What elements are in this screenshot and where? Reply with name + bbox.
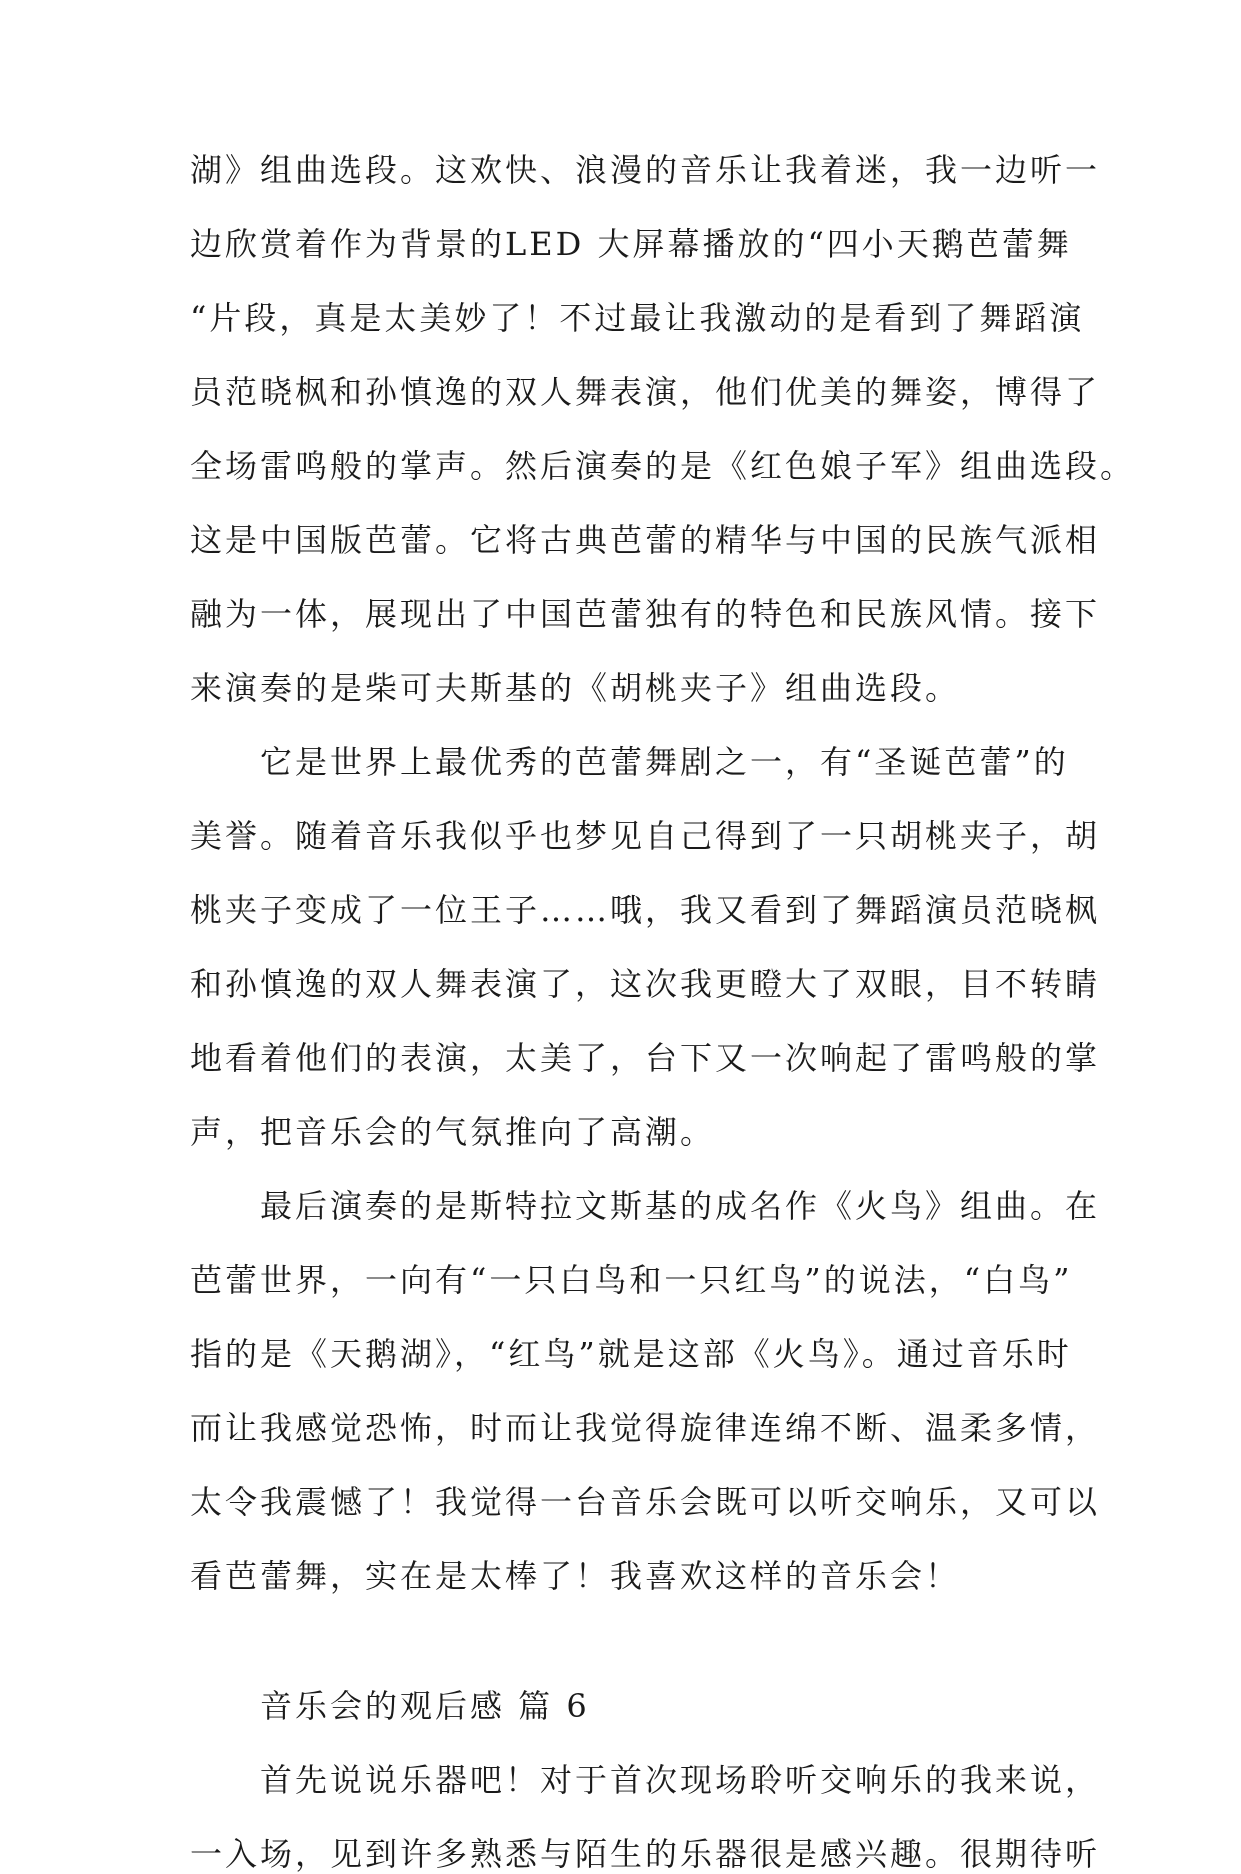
text-line: “片段，真是太美妙了！不过最让我激动的是看到了舞蹈演 [190,299,1085,337]
text-line: 芭蕾世界，一向有“一只白鸟和一只红鸟”的说法，“白鸟” [190,1261,1073,1299]
text-line: 美誉。随着音乐我似乎也梦见自己得到了一只胡桃夹子，胡 [190,817,1101,855]
text-line: 全场雷鸣般的掌声。然后演奏的是《红色娘子军》组曲选段。 [190,447,1136,485]
text-line: 看芭蕾舞，实在是太棒了！我喜欢这样的音乐会！ [190,1557,961,1595]
text-line: 桃夹子变成了一位王子……哦，我又看到了舞蹈演员范晓枫 [190,891,1101,929]
text-line: 员范晓枫和孙慎逸的双人舞表演，他们优美的舞姿，博得了 [190,373,1101,411]
paragraph-first-line: 最后演奏的是斯特拉文斯基的成名作《火鸟》组曲。在 [260,1187,1101,1225]
text-line: 而让我感觉恐怖，时而让我觉得旋律连绵不断、温柔多情， [190,1409,1101,1447]
text-line: 太令我震憾了！我觉得一台音乐会既可以听交响乐，又可以 [190,1483,1101,1521]
text-line: 和孙慎逸的双人舞表演了，这次我更瞪大了双眼，目不转睛 [190,965,1101,1003]
section-heading: 音乐会的观后感 篇 6 [260,1687,590,1725]
text-line: 边欣赏着作为背景的LED 大屏幕播放的“四小天鹅芭蕾舞 [190,225,1072,263]
paragraph-first-line: 它是世界上最优秀的芭蕾舞剧之一，有“圣诞芭蕾”的 [260,743,1069,781]
text-line: 融为一体，展现出了中国芭蕾独有的特色和民族风情。接下 [190,595,1101,633]
text-line: 湖》组曲选段。这欢快、浪漫的音乐让我着迷，我一边听一 [190,151,1101,189]
text-line: 地看着他们的表演，太美了，台下又一次响起了雷鸣般的掌 [190,1039,1101,1077]
text-line: 指的是《天鹅湖》，“红鸟”就是这部《火鸟》。通过音乐时 [190,1335,1072,1373]
text-line: 声，把音乐会的气氛推向了高潮。 [190,1113,716,1151]
paragraph-first-line: 首先说说乐器吧！对于首次现场聆听交响乐的我来说， [260,1761,1101,1799]
text-line: 来演奏的是柴可夫斯基的《胡桃夹子》组曲选段。 [190,669,961,707]
text-line: 一入场，见到许多熟悉与陌生的乐器很是感兴趣。很期待听 [190,1835,1101,1873]
text-line: 这是中国版芭蕾。它将古典芭蕾的精华与中国的民族气派相 [190,521,1101,559]
